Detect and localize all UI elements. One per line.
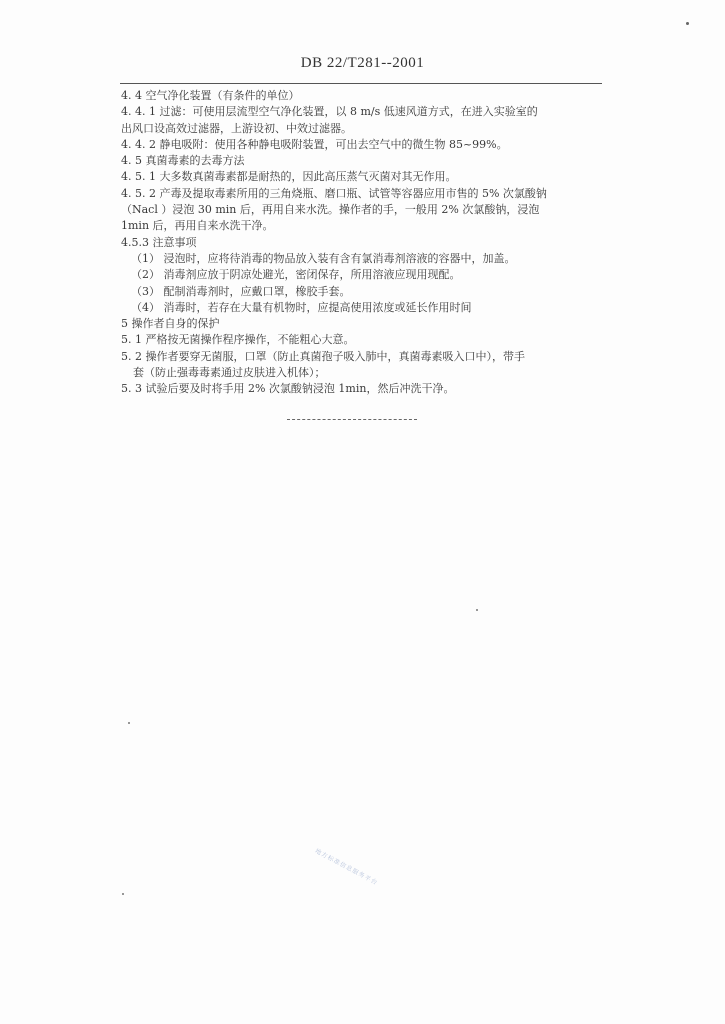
scan-speck: [476, 609, 478, 611]
list-item: （1） 浸泡时，应将待消毒的物品放入装有含有氯消毒剂溶液的容器中，加盖。: [131, 251, 516, 265]
list-item: （4） 消毒时，若存在大量有机物时，应提高使用浓度或延长作用时间: [131, 300, 472, 314]
paragraph-line: 5. 2 操作者要穿无菌服，口罩（防止真菌孢子吸入肺中，真菌毒素吸入口中），带手: [121, 349, 525, 363]
document-number-header: DB 22/T281--2001: [300, 55, 425, 71]
watermark-text: 地方标准信息服务平台: [313, 847, 379, 887]
header-rule: [120, 83, 602, 84]
end-of-document-rule: [287, 419, 417, 420]
paragraph-line: 4. 4. 2 静电吸附：使用各种静电吸附装置，可出去空气中的微生物 85~99%。: [121, 137, 508, 151]
paragraph-line: 4. 5. 2 产毒及提取毒素所用的三角烧瓶、磨口瓶、试管等容器应用市售的 5% 次氯酸钠: [121, 186, 547, 200]
section-heading-5: 5 操作者自身的保护: [121, 317, 220, 331]
section-heading-4-5: 4. 5 真菌毒素的去毒方法: [121, 154, 245, 168]
section-heading-4-4: 4. 4 空气净化装置（有条件的单位）: [121, 89, 300, 102]
list-item: （2） 消毒剂应放于阴凉处避光，密闭保存，所用溶液应现用现配。: [131, 268, 461, 282]
paragraph-line: 4. 4. 1 过滤：可使用层流型空气净化装置，以 8 m/s 低速风道方式，在进入实验室的: [121, 105, 538, 119]
paragraph-line: 1min 后，再用自来水洗干净。: [121, 219, 274, 233]
scan-speck: [686, 22, 689, 25]
document-body: [121, 88, 611, 398]
paragraph-line: 5. 3 试验后要及时将手用 2% 次氯酸钠浸泡 1min，然后冲洗干净。: [121, 382, 455, 396]
list-item: （3） 配制消毒剂时，应戴口罩，橡胶手套。: [131, 284, 351, 298]
subsection-heading-4-5-3: 4.5.3 注意事项: [121, 235, 197, 249]
paragraph-line: 4. 5. 1 大多数真菌毒素都是耐热的，因此高压蒸气灭菌对其无作用。: [121, 170, 457, 184]
paragraph-line: （Nacl ）浸泡 30 min 后，再用自来水洗。操作者的手，一般用 2% 次氯酸钠，浸泡: [121, 203, 540, 217]
scan-speck: [128, 722, 130, 724]
paragraph-line: 5. 1 严格按无菌操作程序操作，不能粗心大意。: [121, 333, 355, 347]
scan-speck: [122, 893, 124, 895]
paragraph-line: 出风口设高效过滤器，上游设初、中效过滤器。: [121, 121, 352, 135]
paragraph-line: 套（防止强毒毒素通过皮肤进入机体）；: [133, 366, 326, 380]
